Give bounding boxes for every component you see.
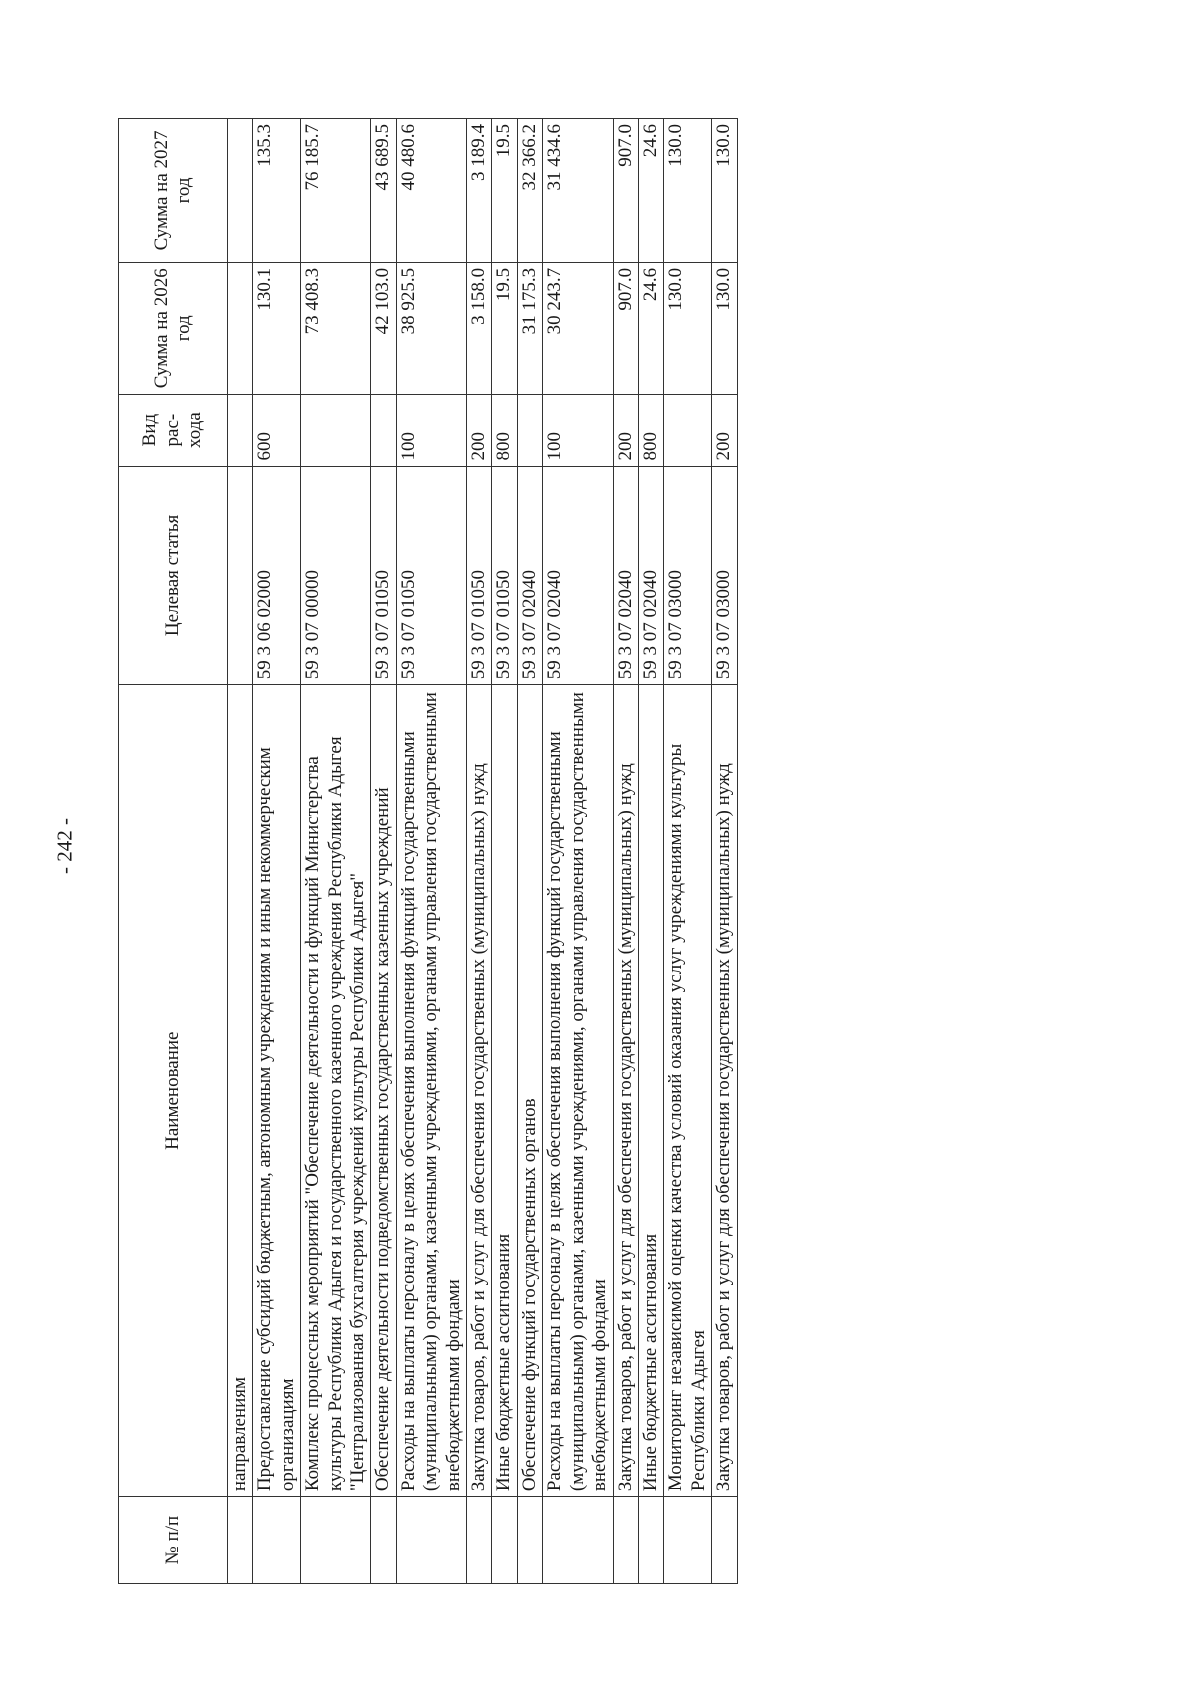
- row-name: Иные бюджетные ассигнования: [638, 685, 663, 1497]
- row-num: [638, 1497, 663, 1584]
- header-num: № п/п: [119, 1497, 228, 1584]
- row-name: Закупка товаров, работ и услуг для обеспечения государственных (муниципальных) нужд: [613, 685, 638, 1497]
- table-row: [371, 119, 396, 1584]
- row-sum-2027: 907.0: [613, 119, 638, 263]
- row-type: 200: [467, 394, 492, 466]
- row-name: Обеспечение функций государственных органов: [517, 685, 542, 1497]
- table-row: [712, 119, 737, 1584]
- row-sum-2026: [228, 262, 253, 394]
- row-num: [712, 1497, 737, 1584]
- row-sum-2027: 130.0: [712, 119, 737, 263]
- row-sum-2027: 3 189.4: [467, 119, 492, 263]
- row-sum-2026: 130.0: [712, 262, 737, 394]
- table-row: [253, 119, 301, 1584]
- header-article: Целевая статья: [119, 466, 228, 685]
- row-article: [228, 466, 253, 685]
- row-name: Закупка товаров, работ и услуг для обеспечения государственных (муниципальных) нужд: [467, 685, 492, 1497]
- row-sum-2026: 130.0: [664, 262, 712, 394]
- row-article: 59 3 06 02000: [253, 466, 301, 685]
- row-sum-2026: 3 158.0: [467, 262, 492, 394]
- row-sum-2026: 130.1: [253, 262, 301, 394]
- table-row: [664, 119, 712, 1584]
- row-name: направлениям: [228, 685, 253, 1497]
- row-article: 59 3 07 02040: [638, 466, 663, 685]
- table-row: [228, 119, 253, 1584]
- row-num: [301, 1497, 371, 1584]
- row-name: Расходы на выплаты персоналу в целях обеспечения выполнения функций государственными (муниципальными) органами, казенными учреждениями, органами управления государственными внебюджетными фондами: [396, 685, 466, 1497]
- row-sum-2027: [228, 119, 253, 263]
- page-number: - 242 -: [52, 818, 77, 874]
- row-type: [664, 394, 712, 466]
- row-type: 100: [396, 394, 466, 466]
- row-article: 59 3 07 00000: [301, 466, 371, 685]
- row-num: [664, 1497, 712, 1584]
- row-sum-2027: 24.6: [638, 119, 663, 263]
- row-num: [396, 1497, 466, 1584]
- row-type: [301, 394, 371, 466]
- row-sum-2027: 31 434.6: [543, 119, 613, 263]
- table-row: [396, 119, 466, 1584]
- row-name: Обеспечение деятельности подведомственных государственных казенных учреждений: [371, 685, 396, 1497]
- row-sum-2027: 19.5: [492, 119, 517, 263]
- table-row: [467, 119, 492, 1584]
- row-sum-2026: 24.6: [638, 262, 663, 394]
- table-row: [638, 119, 663, 1584]
- row-num: [517, 1497, 542, 1584]
- row-sum-2027: 135.3: [253, 119, 301, 263]
- header-sum-2026: Сумма на 2026 год: [119, 262, 228, 394]
- row-num: [492, 1497, 517, 1584]
- row-name: Комплекс процессных мероприятий "Обеспечение деятельности и функций Министерства культуры Республики Адыгея и государственного казенного учреждения Республики Адыгея "Централизованная бухгалтерия учреждений культуры Республики Адыгея": [301, 685, 371, 1497]
- row-num: [543, 1497, 613, 1584]
- row-sum-2026: 31 175.3: [517, 262, 542, 394]
- header-sum-2027: Сумма на 2027 год: [119, 119, 228, 263]
- row-name: Иные бюджетные ассигнования: [492, 685, 517, 1497]
- table-row: [517, 119, 542, 1584]
- row-sum-2027: 76 185.7: [301, 119, 371, 263]
- row-num: [228, 1497, 253, 1584]
- row-article: 59 3 07 01050: [492, 466, 517, 685]
- row-sum-2027: 40 480.6: [396, 119, 466, 263]
- row-name: Расходы на выплаты персоналу в целях обеспечения выполнения функций государственными (муниципальными) органами, казенными учреждениями, органами управления государственными внебюджетными фондами: [543, 685, 613, 1497]
- row-sum-2027: 32 366.2: [517, 119, 542, 263]
- row-type: 200: [712, 394, 737, 466]
- row-sum-2026: 73 408.3: [301, 262, 371, 394]
- row-sum-2026: 42 103.0: [371, 262, 396, 394]
- row-num: [467, 1497, 492, 1584]
- row-sum-2026: 38 925.5: [396, 262, 466, 394]
- row-article: 59 3 07 02040: [613, 466, 638, 685]
- row-num: [253, 1497, 301, 1584]
- row-type: 800: [492, 394, 517, 466]
- row-name: Мониторинг независимой оценки качества условий оказания услуг учреждениями культуры Республики Адыгея: [664, 685, 712, 1497]
- budget-table: [118, 118, 738, 1584]
- row-name: Закупка товаров, работ и услуг для обеспечения государственных (муниципальных) нужд: [712, 685, 737, 1497]
- row-num: [371, 1497, 396, 1584]
- row-sum-2027: 43 689.5: [371, 119, 396, 263]
- row-article: 59 3 07 02040: [517, 466, 542, 685]
- header-type: Вид рас- хода: [119, 394, 228, 466]
- row-type: 600: [253, 394, 301, 466]
- row-type: [228, 394, 253, 466]
- row-sum-2026: 907.0: [613, 262, 638, 394]
- table-row: [613, 119, 638, 1584]
- row-type: 100: [543, 394, 613, 466]
- row-sum-2026: 19.5: [492, 262, 517, 394]
- row-num: [613, 1497, 638, 1584]
- row-article: 59 3 07 03000: [664, 466, 712, 685]
- row-type: [517, 394, 542, 466]
- row-article: 59 3 07 01050: [396, 466, 466, 685]
- table-row: [492, 119, 517, 1584]
- row-article: 59 3 07 03000: [712, 466, 737, 685]
- row-type: 800: [638, 394, 663, 466]
- row-sum-2026: 30 243.7: [543, 262, 613, 394]
- row-type: [371, 394, 396, 466]
- row-article: 59 3 07 02040: [543, 466, 613, 685]
- header-name: Наименование: [119, 685, 228, 1497]
- row-name: Предоставление субсидий бюджетным, автономным учреждениям и иным некоммерческим организациям: [253, 685, 301, 1497]
- table-row: [543, 119, 613, 1584]
- table-header-row: [119, 119, 228, 1584]
- row-type: 200: [613, 394, 638, 466]
- table-row: [301, 119, 371, 1584]
- row-article: 59 3 07 01050: [467, 466, 492, 685]
- row-sum-2027: 130.0: [664, 119, 712, 263]
- rotated-page-content: [118, 118, 1058, 1584]
- row-article: 59 3 07 01050: [371, 466, 396, 685]
